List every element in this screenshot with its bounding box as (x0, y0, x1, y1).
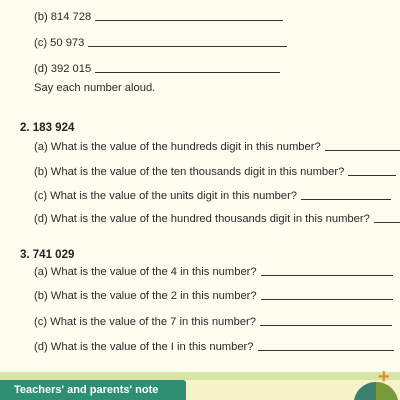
answer-line[interactable] (301, 199, 391, 200)
q3-item-b-label: (b) What is the value of the 2 in this number? (34, 290, 257, 302)
q1-item-d-label: (d) 392 015 (34, 63, 92, 75)
q1-item-d (34, 63, 280, 75)
footer-strip (0, 372, 400, 380)
q2-item-b (34, 166, 396, 178)
pie-slice-icon (350, 378, 400, 400)
q3-item-d (34, 341, 394, 353)
q1-instruction: Say each number aloud. (34, 82, 156, 94)
q3-item-c-label: (c) What is the value of the 7 in this number? (34, 316, 256, 328)
answer-line[interactable] (374, 222, 400, 223)
answer-line[interactable] (261, 299, 393, 300)
q1-item-c-label: (c) 50 973 (34, 37, 85, 49)
q3-item-a (34, 266, 393, 278)
q2-heading: 2. 183 924 (20, 122, 75, 134)
q2-item-a (34, 141, 400, 153)
q1-item-b (34, 11, 283, 23)
q2-item-d-label: (d) What is the value of the hundred thousands digit in this number? (34, 213, 370, 225)
q2-item-a-label: (a) What is the value of the hundreds digit in this number? (34, 141, 321, 153)
q3-item-c (34, 316, 392, 328)
q1-item-b-label: (b) 814 728 (34, 11, 92, 23)
q1-item-c (34, 37, 287, 49)
q3-item-a-label: (a) What is the value of the 4 in this number? (34, 266, 257, 278)
answer-line[interactable] (261, 275, 393, 276)
answer-line[interactable] (325, 150, 400, 151)
answer-line[interactable] (95, 20, 283, 21)
answer-line[interactable] (348, 175, 396, 176)
answer-line[interactable] (260, 325, 392, 326)
q2-item-d (34, 213, 400, 225)
q2-item-b-label: (b) What is the value of the ten thousands digit in this number? (34, 166, 345, 178)
plus-icon: + (378, 366, 390, 388)
answer-line[interactable] (95, 72, 280, 73)
answer-line[interactable] (88, 46, 287, 47)
q3-item-d-label: (d) What is the value of the I in this number? (34, 341, 254, 353)
answer-line[interactable] (258, 350, 394, 351)
q2-item-c (34, 190, 391, 202)
q3-heading: 3. 741 029 (20, 249, 75, 261)
teachers-note-banner: Teachers' and parents' note (0, 380, 186, 400)
q2-item-c-label: (c) What is the value of the units digit in this number? (34, 190, 298, 202)
q3-item-b (34, 290, 393, 302)
